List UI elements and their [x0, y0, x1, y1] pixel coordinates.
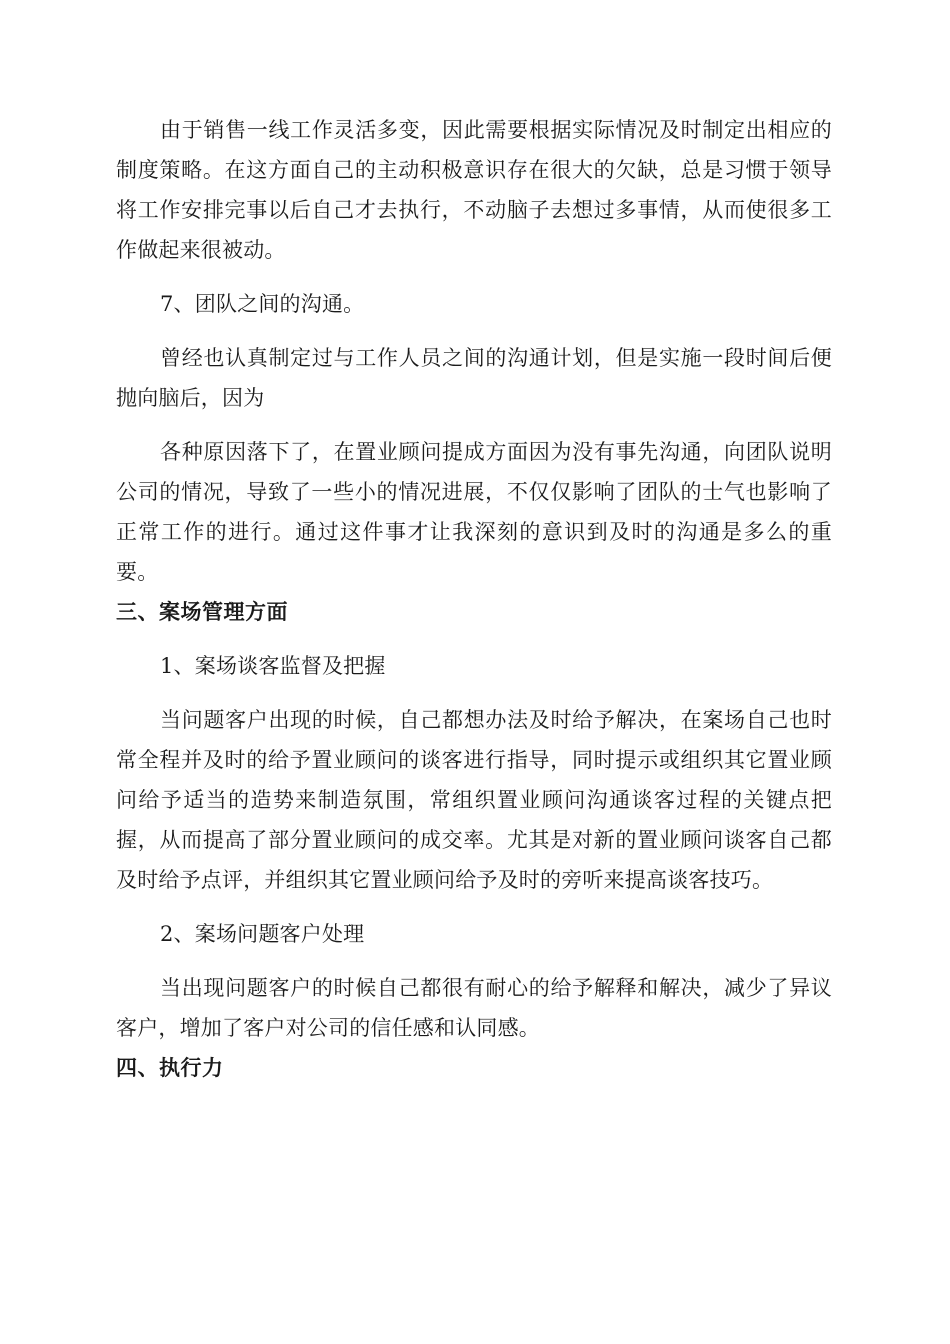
- paragraph-communication-lesson: 各种原因落下了，在置业顾问提成方面因为没有事先沟通，向团队说明公司的情况，导致了一些小的情况进展，不仅仅影响了团队的士气也影响了正常工作的进行。通过这件事才让我深刻的意识到及时的沟通是多么的重要。: [116, 440, 832, 584]
- section-heading-execution: 四、执行力: [116, 1056, 224, 1080]
- paragraph-team-communication-title: 7、团队之间的沟通。: [160, 292, 365, 316]
- item-title-supervision: 1、案场谈客监督及把握: [160, 654, 386, 678]
- paragraph-sales-strategy: 由于销售一线工作灵活多变，因此需要根据实际情况及时制定出相应的制度策略。在这方面自己的主动积极意识存在很大的欠缺，总是习惯于领导将工作安排完事以后自己才去执行，不动脑子去想过多事情，从而使很多工作做起来很被动。: [116, 118, 832, 262]
- item-body-supervision: 当问题客户出现的时候，自己都想办法及时给予解决，在案场自己也时常全程并及时的给予置业顾问的谈客进行指导，同时提示或组织其它置业顾问给予适当的造势来制造氛围，常组织置业顾问沟通谈客过程的关键点把握，从而提高了部分置业顾问的成交率。尤其是对新的置业顾问谈客自己都及时给予点评，并组织其它置业顾问给予及时的旁听来提高谈客技巧。: [116, 708, 832, 892]
- document-page: [116, 110, 832, 1088]
- item-body-problem-clients: 当出现问题客户的时候自己都很有耐心的给予解释和解决，减少了异议客户，增加了客户对公司的信任感和认同感。: [116, 976, 832, 1040]
- section-heading-case-management: 三、案场管理方面: [116, 600, 288, 624]
- paragraph-communication-plan: 曾经也认真制定过与工作人员之间的沟通计划，但是实施一段时间后便抛向脑后，因为: [116, 346, 832, 410]
- item-title-problem-clients: 2、案场问题客户处理: [160, 922, 365, 946]
